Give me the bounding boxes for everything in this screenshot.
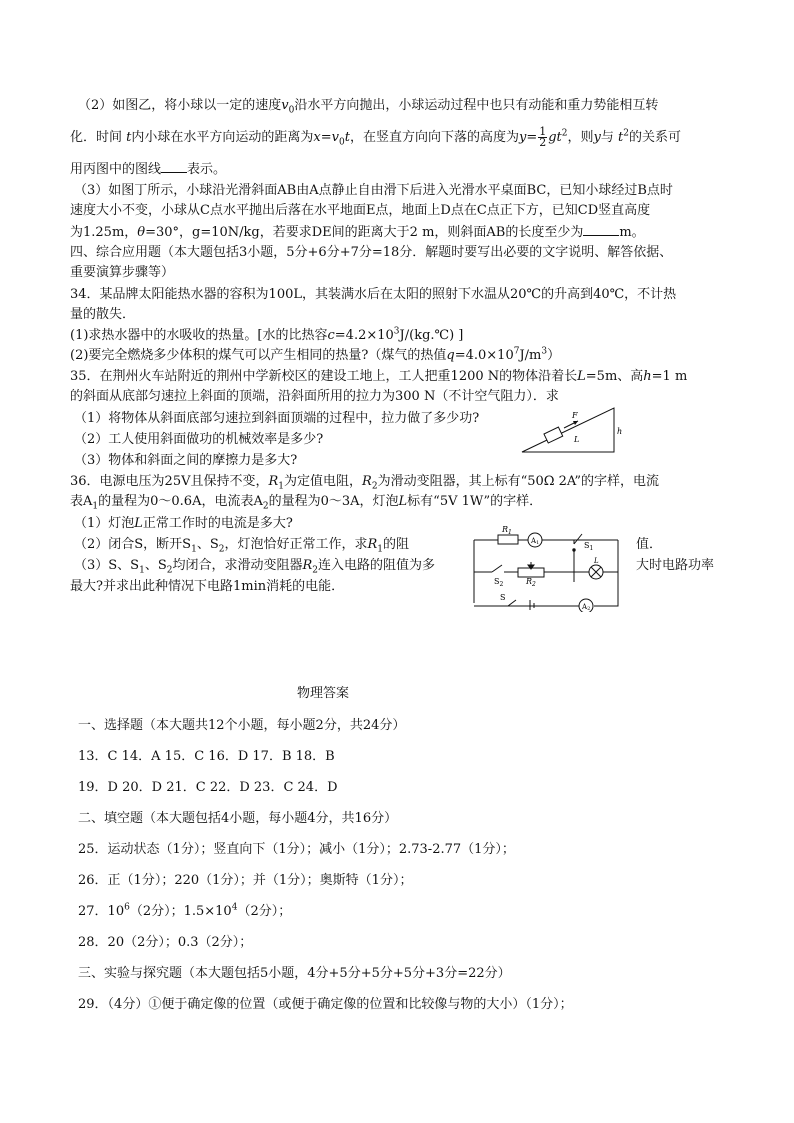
q36-line1: 36．电源电压为25V且保持不变，$R_1$为定值电阻，$R_2$为滑动变阻器，其上标有“50Ω 2A”的字样，电流 [70,474,660,492]
label-s1: $S_1$ [584,541,594,552]
q36-sub2: （2）闭合S，断开$S_1$、$S_2$，灯泡恰好正常工作，求$R_1$的阻 [74,537,410,555]
incline-triangle [522,408,614,452]
height-label: h [617,427,623,436]
label-a1: A1 [531,537,540,546]
resistor-r1 [498,535,518,544]
answers-section2-heading: 二、填空题（本大题包括4小题，每小题4分，共16分） [78,811,398,826]
switch-s2 [492,565,502,572]
label-r2: $R_2$ [526,577,536,588]
switch-s [508,600,516,606]
section4-heading-line1: 四、综合应用题（本大题包括3小题，5分+6分+7分=18分．解题时要写出必要的文字说明、解答依据、 [70,245,673,260]
q33-part2-line3: 用丙图中的图线 表示。 [70,162,227,177]
q36-sub1: （1）灯泡L正常工作时的电流是多大? [74,516,293,531]
section4-heading-line2: 重要演算步骤等） [70,265,175,280]
q35-sub2: （2）工人使用斜面做功的机械效率是多少? [74,432,324,447]
label-s2: $S_2$ [494,577,504,588]
q34-sub1: (1)求热水器中的水吸收的热量。[水的比热容$c=4.2\times 10^3J/(kg.℃)$ ] [70,326,464,343]
fraction-one-half: $\frac{1}{2}$ [539,125,547,149]
answer-blank [583,223,619,236]
answers-section3-heading: 三、实验与探究题（本大题包括5小题，4分+5分+5分+5分+3分=22分） [78,966,511,981]
q34-line2: 量的散失． [70,307,136,322]
q36-sub3-line1: （3）S、$S_1$、$S_2$均闭合，求滑动变阻器$R_2$连入电路的阻值为多 [74,558,436,576]
q35-line2: 的斜面从底部匀速拉上斜面的顶端，沿斜面所用的拉力为300 N（不计空气阻力）．求 [70,389,559,404]
answers-section1-heading: 一、选择题（本大题共12个小题，每小题2分，共24分） [78,718,406,733]
q33-part2-line2: 化．时间 t内小球在水平方向运动的距离为$x=v_0t$，在竖直方向向下落的高度为y= $\frac{1}{2}$ $gt^2$，则y与 $t^2$的关系可 [70,125,682,149]
wire-left-bottom [474,540,578,606]
q36-sub2-tail: 值． [636,537,663,552]
length-label: L [574,435,580,444]
force-label: F [572,411,578,420]
q35-sub1: （1）将物体从斜面底部匀速拉到斜面顶端的过程中，拉力做了多少功? [74,411,480,426]
label-r1: $R_1$ [502,525,512,536]
answer-25: 25．运动状态（1分）；竖直向下（1分）；减小（1分）；2.73-2.77（1分）； [78,842,515,857]
q35-line1: 35．在荆州火车站附近的荆州中学新校区的建设工地上，工人把重1200 N的物体沿着长L=5m、高h=1 m [70,369,688,384]
answers-row1: 13．C 14．A 15．C 16．D 17．B 18．B [78,749,335,764]
q33-part3-line3: 为1.25m，θ=30°，g=10N/kg，若要求DE间的距离大于2 m，则斜面AB的长度至少为 m。 [70,225,645,240]
answer-27: 27．$10^6(2$分）；$1.5\times 10^4(2$分）； [78,902,292,919]
answer-26: 26．正（1分）；220（1分）；并（1分）；奥斯特（1分）； [78,873,413,888]
q34-line1: 34．某品牌太阳能热水器的容积为100L，其装满水后在太阳的照射下水温从20℃的升高到40℃，不计热 [70,287,677,302]
label-s: S [500,593,506,602]
label-a2: A2 [582,603,591,612]
label-lamp: L [594,557,599,565]
answer-28: 28．20（2分）；0.3（2分）； [78,935,253,950]
q33-part3-line1: （3）如图丁所示，小球沿光滑斜面AB由A点静止自由滑下后进入光滑水平桌面BC，已知小球经过B点时 [74,183,673,198]
incline-figure [516,402,626,458]
block-on-incline [544,427,563,443]
q34-sub2: (2)要完全燃烧多少体积的煤气可以产生相同的热量?（煤气的热值$q=4.0\times 10^7J/m^3$） [70,346,561,363]
q33-part3-line2: 速度大小不变，小球从C点水平抛出后落在水平地面E点，地面上D点在C点正下方，已知CD竖直高度 [70,203,651,218]
q36-sub3-tail: 大时电路功率 [636,558,715,573]
answer-29: 29．（4分）①便于确定像的位置（或便于确定像的位置和比较像与物的大小）（1分）； [78,997,573,1012]
q35-sub3: （3）物体和斜面之间的摩擦力是多大? [74,453,298,468]
switch-s1 [574,534,582,544]
q36-line2: 表$A_1$的量程为0～0.6A，电流表$A_2$的量程为0～3A，灯泡L标有“5V 1W”的字样． [70,494,543,512]
answer-blank [161,160,187,173]
q33-part2-line1: （2）如图乙，将小球以一定的速度$v_0$沿水平方向抛出，小球运动过程中也只有动能和重力势能相互转 [78,98,659,116]
answers-row2: 19．D 20．D 21．C 22．D 23．C 24．D [78,780,338,795]
circuit-diagram [468,520,628,612]
q36-sub3-line2: 最大?并求出此种情况下电路1min消耗的电能． [70,579,345,594]
answers-title: 物理答案 [297,686,350,701]
